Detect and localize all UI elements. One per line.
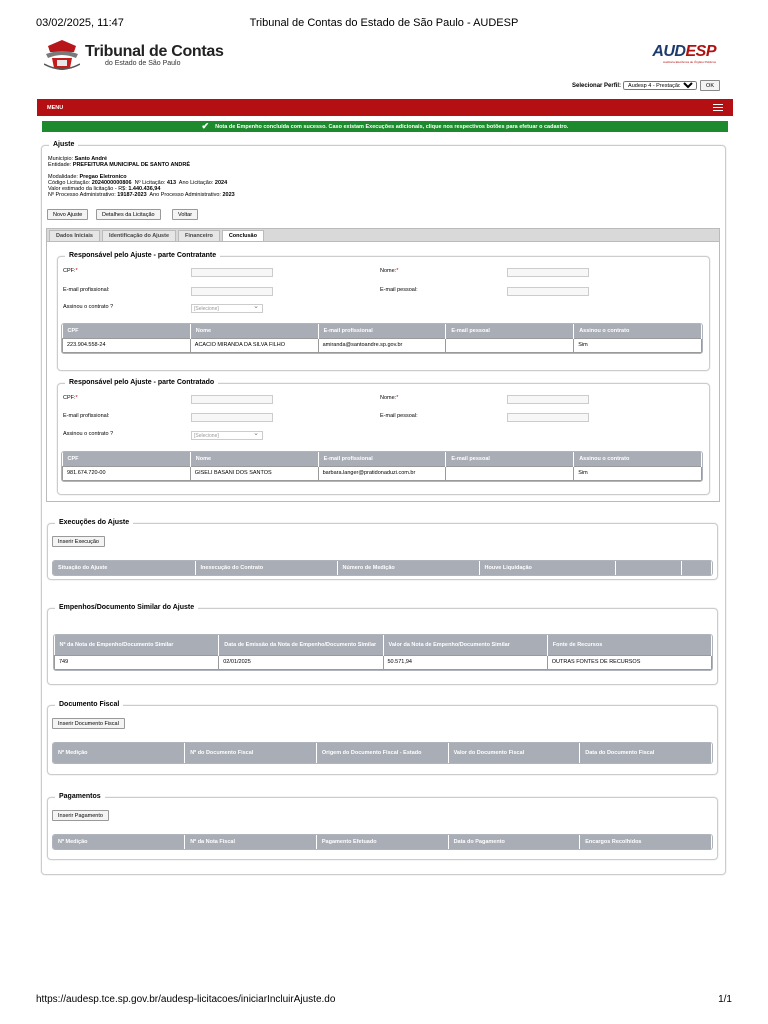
col-encargos-recolhidos: Encargos Recolhidos [580,835,712,849]
assinou-select[interactable]: [Selecione] ⌄ [191,304,263,313]
documento-fiscal-panel [47,701,718,775]
assinou-label: Assinou o contrato ? [63,304,114,310]
cell-nome: ACACIO MIRANDA DA SILVA FILHO [190,338,318,352]
col-data-pagamento: Data do Pagamento [448,835,580,849]
profile-selector [572,80,720,91]
table-row[interactable] [63,338,702,352]
ano-licitacao-label: Ano Licitação: [178,179,214,186]
email-profissional-input[interactable] [191,287,273,296]
cell-nome: GISELI BASANI DOS SANTOS [190,466,318,480]
pagamentos-legend: Pagamentos [55,793,105,800]
audesp-logo [652,44,716,64]
audesp-logo-prefix: AUD [652,43,686,60]
col-pagamento-efetuado: Pagamento Efetuado [316,835,448,849]
print-title: Tribunal de Contas do Estado de São Paulo - AUDESP [249,17,519,29]
print-page-number: 1/1 [718,994,732,1005]
cell-email-profissional: amiranda@santoandre.sp.gov.br [318,338,446,352]
execucoes-legend: Execuções do Ajuste [55,519,133,526]
col-numero-medicao: Número de Medição [337,561,479,575]
tab-conclusao[interactable]: Conclusão [222,230,264,241]
print-header [36,17,732,29]
email-pessoal-label: E-mail pessoal: [380,287,418,293]
col-email-pessoal: E-mail pessoal [446,452,574,466]
cell-fonte-recursos: OUTRAS FONTES DE RECURSOS [547,655,711,669]
assinou-select[interactable]: [Selecione] ⌄ [191,431,263,440]
processo-label: Nº Processo Administrativo: [48,192,116,199]
inserir-execucao-button[interactable]: Inserir Execução [52,536,105,547]
hamburger-icon[interactable] [713,104,723,111]
assinou-label: Assinou o contrato ? [63,431,114,437]
cell-cpf: 981.674.720-00 [63,466,191,480]
col-email-profissional: E-mail profissional [318,324,446,338]
col-nome: Nome [190,324,318,338]
municipio-label: Município: [48,156,74,162]
nome-label: Nome:* [380,395,399,401]
valor-label: Valor estimado da licitação - R$: [48,186,127,193]
email-profissional-input[interactable] [191,413,273,422]
nome-input[interactable] [507,395,589,404]
col-numero-nota: Nº da Nota de Empenho/Documento Similar [55,635,219,655]
num-licitacao-label: Nº Licitação: [134,179,166,186]
ajuste-legend: Ajuste [49,141,78,148]
empenhos-legend: Empenhos/Documento Similar do Ajuste [55,604,198,611]
cpf-input[interactable] [191,395,273,404]
cell-assinou: Sim [574,338,702,352]
audesp-tagline: Auditoria Eletrônica de Órgãos Públicos [662,60,716,64]
profile-label: Selecionar Perfil: [572,82,622,89]
cell-email-pessoal [446,466,574,480]
empenhos-table [53,634,713,671]
tab-identificacao-ajuste[interactable]: Identificação do Ajuste [102,230,176,241]
tab-dados-iniciais[interactable]: Dados Iniciais [49,230,100,241]
entidade-value: PREFEITURA MUNICIPAL DE SANTO ANDRÉ [72,162,191,169]
codigo-label: Código Licitação: [48,179,91,186]
col-numero-medicao: Nº Medição [53,835,185,849]
col-action-1 [615,561,681,575]
profile-select[interactable] [623,81,697,90]
ok-button[interactable]: OK [700,80,720,91]
success-message [42,121,728,132]
col-numero-nota-fiscal: Nº da Nota Fiscal [185,835,317,849]
email-profissional-label: E-mail profissional: [63,413,110,419]
nome-input[interactable] [507,268,589,277]
ajuste-info [48,156,235,199]
municipio-value: Santo André [74,156,108,162]
ano-processo-value: 2023 [222,192,235,199]
cell-numero-nota: 749 [55,655,219,669]
detalhes-licitacao-button[interactable]: Detalhes da Licitação [96,209,161,220]
modalidade-label: Modalidade: [48,173,78,180]
cpf-label: CPF:* [63,268,78,274]
inserir-pagamento-button[interactable]: Inserir Pagamento [52,810,109,821]
email-profissional-label: E-mail profissional: [63,287,110,293]
col-valor-documento: Valor do Documento Fiscal [448,743,580,763]
menu-bar[interactable] [37,99,733,116]
col-valor-nota: Valor da Nota de Empenho/Documento Similar [383,635,547,655]
documento-fiscal-legend: Documento Fiscal [55,701,123,708]
col-nome: Nome [190,452,318,466]
col-action-2 [681,561,712,575]
nome-label: Nome:* [380,268,399,274]
inserir-documento-fiscal-button[interactable]: Inserir Documento Fiscal [52,718,125,729]
email-pessoal-input[interactable] [507,287,589,296]
col-cpf: CPF [63,324,191,338]
documento-fiscal-table [52,742,713,764]
pagamentos-panel [47,793,718,860]
modalidade-value: Pregao Eletronico [79,173,127,180]
ajuste-tabs [46,228,720,241]
cell-valor-nota: 50.571,94 [383,655,547,669]
contratante-table [61,323,703,354]
codigo-value: 2024000000806 [91,179,132,186]
print-url: https://audesp.tce.sp.gov.br/audesp-licitacoes/iniciarIncluirAjuste.do [36,994,336,1005]
contratado-legend: Responsável pelo Ajuste - parte Contratado [65,379,218,386]
email-pessoal-input[interactable] [507,413,589,422]
novo-ajuste-button[interactable]: Novo Ajuste [47,209,88,220]
entidade-label: Entidade: [48,162,72,169]
tce-logo[interactable] [44,38,224,72]
col-numero-documento: Nº do Documento Fiscal [185,743,317,763]
col-data-emissao: Data de Emissão da Nota de Empenho/Documento Similar [219,635,383,655]
col-assinou: Assinou o contrato [574,452,702,466]
coat-of-arms-icon [44,38,80,72]
col-email-pessoal: E-mail pessoal [446,324,574,338]
cpf-input[interactable] [191,268,273,277]
col-situacao: Situação do Ajuste [53,561,195,575]
cell-email-profissional: barbara.langer@pratidonaduzi.com.br [318,466,446,480]
cell-cpf: 223.904.558-24 [63,338,191,352]
col-fonte-recursos: Fonte de Recursos [547,635,711,655]
print-footer [36,994,732,1005]
col-cpf: CPF [63,452,191,466]
execucoes-table [52,560,713,576]
tab-financeiro[interactable]: Financeiro [178,230,220,241]
col-houve-liquidacao: Houve Liquidação [479,561,615,575]
col-email-profissional: E-mail profissional [318,452,446,466]
col-numero-medicao: Nº Medição [53,743,185,763]
col-data-documento: Data do Documento Fiscal [580,743,712,763]
audesp-logo-suffix: ESP [685,43,716,60]
col-origem-documento: Origem do Documento Fiscal - Estado [316,743,448,763]
logo-subtitle: do Estado de São Paulo [105,60,181,67]
voltar-button[interactable]: Voltar [172,209,198,220]
menu-label[interactable]: MENU [47,104,64,111]
valor-value: 1.440.436,94 [128,186,161,193]
success-message-text: Nota de Empenho concluída com sucesso. Caso existam Execuções adicionais, clique nos respectivos botões para efetuar o cadastro. [215,123,569,130]
col-inexecucao: Inexecução do Contrato [195,561,337,575]
cell-data-emissao: 02/01/2025 [219,655,383,669]
checkmark-icon: ✔ [201,121,210,131]
pagamentos-table [52,834,713,850]
ano-processo-label: Ano Processo Administrativo: [149,192,221,199]
table-row[interactable] [55,655,712,669]
table-row[interactable] [63,466,702,480]
num-licitacao-value: 413 [166,179,177,186]
print-datetime: 03/02/2025, 11:47 [36,17,124,29]
email-pessoal-label: E-mail pessoal: [380,413,418,419]
cell-assinou: Sim [574,466,702,480]
ano-licitacao-value: 2024 [214,179,228,186]
logo-title: Tribunal de Contas [85,43,224,60]
contratante-legend: Responsável pelo Ajuste - parte Contratante [65,252,220,259]
cell-email-pessoal [446,338,574,352]
col-assinou: Assinou o contrato [574,324,702,338]
contratado-table [61,451,703,482]
processo-value: 19187-2023 [117,192,147,199]
cpf-label: CPF:* [63,395,78,401]
